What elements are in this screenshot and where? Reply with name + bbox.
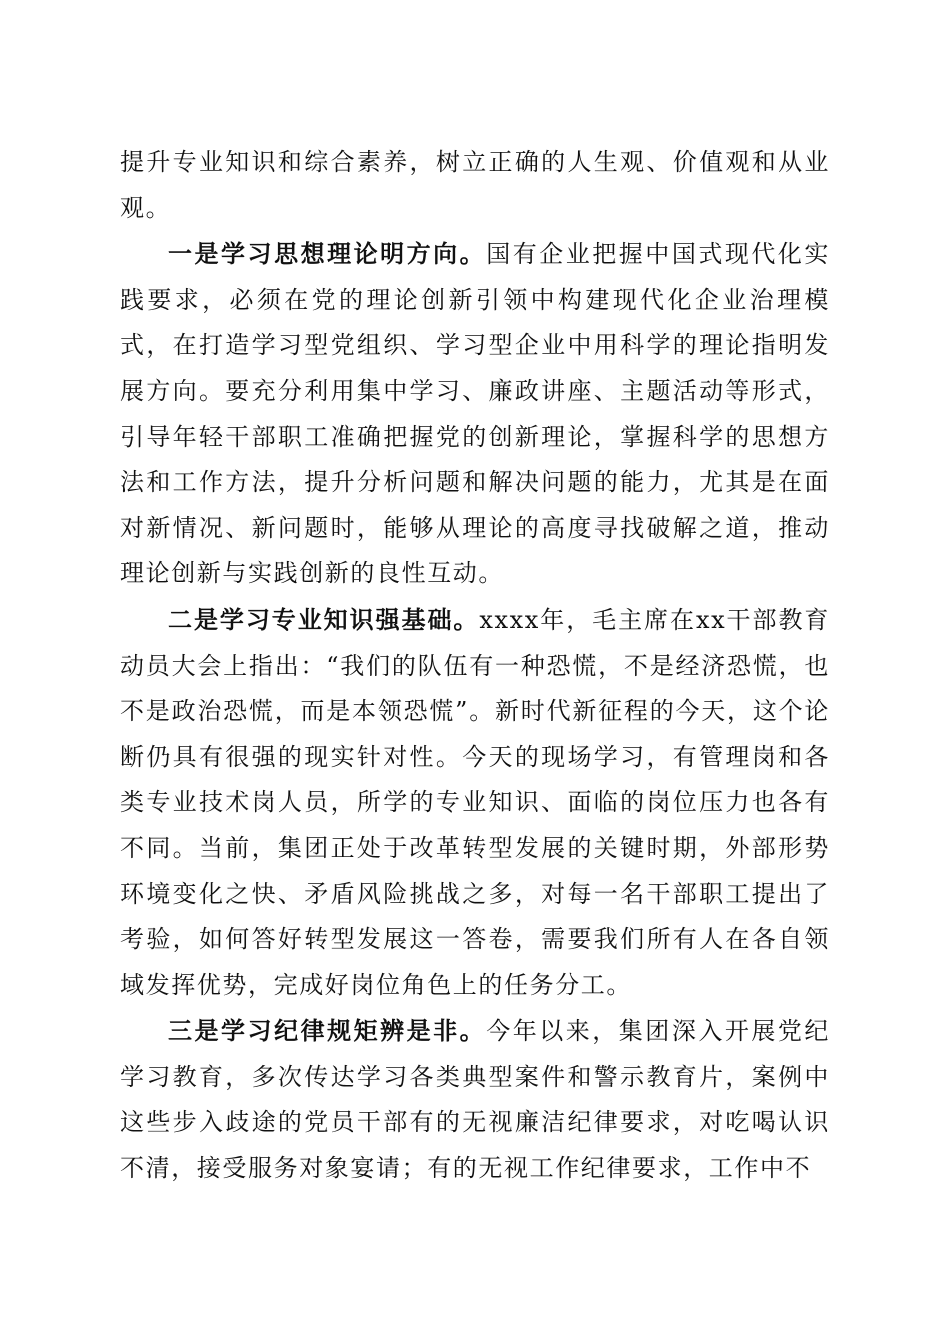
- paragraph-heading: 二是学习专业知识强基础。: [168, 604, 480, 634]
- paragraph-theory: [120, 231, 830, 597]
- paragraph-text: 国有企业把握中国式现代化实践要求，必须在党的理论创新引领中构建现代化企业治理模式，在打造学习型党组织、学习型企业中用科学的理论指明发展方向。要充分利用集中学习、廉政讲座、主题活动等形式，引导年轻干部职工准确把握党的创新理论，掌握科学的思想方法和工作方法，提升分析问题和解决问题的能力，尤其是在面对新情况、新问题时，能够从理论的高度寻找破解之道，推动理论创新与实践创新的良性互动。: [120, 240, 830, 588]
- paragraph-heading: 三是学习纪律规矩辨是非。: [168, 1016, 487, 1046]
- paragraph-discipline: [120, 1008, 830, 1191]
- paragraph-text: 今年以来，集团深入开展党纪学习教育，多次传达学习各类典型案件和警示教育片，案例中这些步入歧途的党员干部有的无视廉洁纪律要求，对吃喝认识不清，接受服务对象宴请；有的无视工作纪律要求，工作中不: [120, 1017, 830, 1183]
- paragraph-text: xxxx年，毛主席在xx干部教育动员大会上指出：“我们的队伍有一种恐慌，不是经济恐慌，也不是政治恐慌，而是本领恐慌”。新时代新征程的今天，这个论断仍具有很强的现实针对性。今天的现场学习，有管理岗和各类专业技术岗人员，所学的专业知识、面临的岗位压力也各有不同。当前，集团正处于改革转型发展的关键时期，外部形势环境变化之快、矛盾风险挑战之多，对每一名干部职工提出了考验，如何答好转型发展这一答卷，需要我们所有人在各自领域发挥优势，完成好岗位角色上的任务分工。: [120, 605, 831, 999]
- document-body: [120, 140, 830, 1192]
- paragraph-text: 提升专业知识和综合素养，树立正确的人生观、价值观和从业观。: [120, 148, 830, 222]
- paragraph-professional-knowledge: [120, 597, 830, 1008]
- paragraph-continuation: [120, 140, 830, 231]
- paragraph-heading: 一是学习思想理论明方向。: [168, 239, 487, 269]
